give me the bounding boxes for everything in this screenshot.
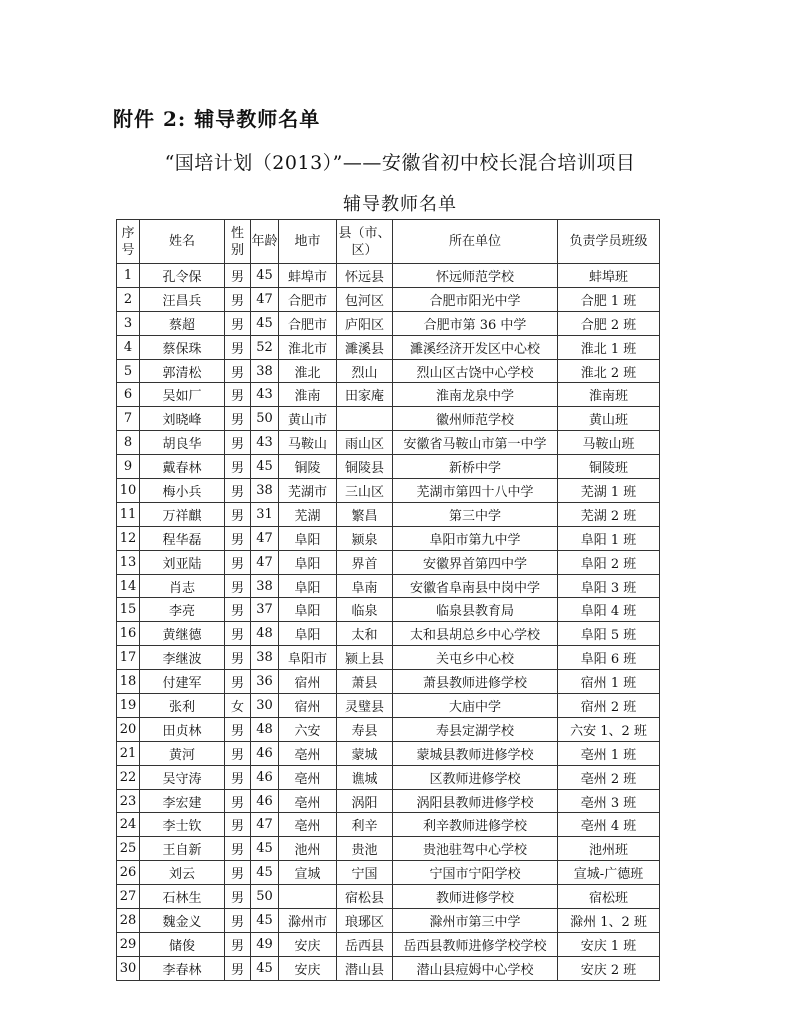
table-row (117, 502, 660, 526)
table-row (117, 574, 660, 598)
cell-class: 合肥 2 班 (558, 311, 660, 335)
table-row (117, 670, 660, 694)
cell-city: 芜湖 (279, 502, 337, 526)
cell-city: 阜阳 (279, 550, 337, 574)
table-row (117, 861, 660, 885)
cell-age: 30 (251, 694, 279, 718)
roster-body (117, 264, 660, 981)
cell-no: 3 (117, 311, 140, 335)
cell-class: 合肥 1 班 (558, 287, 660, 311)
cell-name: 付建军 (140, 670, 225, 694)
cell-sex: 男 (225, 717, 251, 741)
cell-unit: 涡阳县教师进修学校 (393, 789, 558, 813)
cell-no: 28 (117, 909, 140, 933)
cell-unit: 寿县定湖学校 (393, 717, 558, 741)
cell-unit: 临泉县教育局 (393, 598, 558, 622)
cell-city: 铜陵 (279, 455, 337, 479)
cell-city: 阜阳 (279, 598, 337, 622)
cell-name: 郭清松 (140, 359, 225, 383)
cell-no: 2 (117, 287, 140, 311)
cell-county: 岳西县 (337, 932, 393, 956)
cell-unit: 新桥中学 (393, 455, 558, 479)
cell-sex: 男 (225, 837, 251, 861)
cell-age: 45 (251, 455, 279, 479)
cell-class: 芜湖 2 班 (558, 502, 660, 526)
cell-sex: 男 (225, 287, 251, 311)
cell-class: 宿州 2 班 (558, 694, 660, 718)
cell-age: 38 (251, 479, 279, 503)
cell-county: 庐阳区 (337, 311, 393, 335)
table-row (117, 789, 660, 813)
cell-age: 50 (251, 885, 279, 909)
cell-unit: 区教师进修学校 (393, 765, 558, 789)
cell-age: 47 (251, 287, 279, 311)
cell-age: 45 (251, 311, 279, 335)
cell-county: 太和 (337, 622, 393, 646)
cell-class: 宿州 1 班 (558, 670, 660, 694)
cell-sex: 男 (225, 550, 251, 574)
cell-name: 李继波 (140, 646, 225, 670)
cell-class: 阜阳 4 班 (558, 598, 660, 622)
cell-sex: 男 (225, 359, 251, 383)
cell-sex: 男 (225, 574, 251, 598)
cell-class: 安庆 1 班 (558, 932, 660, 956)
cell-city: 亳州 (279, 741, 337, 765)
cell-age: 47 (251, 813, 279, 837)
table-row (117, 717, 660, 741)
cell-unit: 宁国市宁阳学校 (393, 861, 558, 885)
cell-name: 刘晓峰 (140, 407, 225, 431)
cell-name: 戴春林 (140, 455, 225, 479)
cell-sex: 男 (225, 861, 251, 885)
header-row (117, 220, 660, 264)
cell-no: 15 (117, 598, 140, 622)
cell-age: 46 (251, 765, 279, 789)
cell-name: 李亮 (140, 598, 225, 622)
cell-no: 22 (117, 765, 140, 789)
cell-no: 1 (117, 264, 140, 288)
table-row (117, 622, 660, 646)
table-row (117, 598, 660, 622)
cell-unit: 大庙中学 (393, 694, 558, 718)
cell-name: 储俊 (140, 932, 225, 956)
cell-no: 29 (117, 932, 140, 956)
cell-no: 20 (117, 717, 140, 741)
cell-no: 9 (117, 455, 140, 479)
cell-city: 宿州 (279, 670, 337, 694)
cell-age: 38 (251, 646, 279, 670)
cell-city: 蚌埠市 (279, 264, 337, 288)
cell-county: 烈山 (337, 359, 393, 383)
cell-city: 马鞍山 (279, 431, 337, 455)
cell-class: 宿松班 (558, 885, 660, 909)
cell-class: 芜湖 1 班 (558, 479, 660, 503)
cell-age: 46 (251, 741, 279, 765)
cell-sex: 男 (225, 264, 251, 288)
cell-no: 10 (117, 479, 140, 503)
cell-city: 淮南 (279, 383, 337, 407)
cell-sex: 男 (225, 479, 251, 503)
cell-unit: 濉溪经济开发区中心校 (393, 335, 558, 359)
cell-sex: 男 (225, 311, 251, 335)
cell-age: 46 (251, 789, 279, 813)
cell-age: 50 (251, 407, 279, 431)
cell-unit: 合肥市第 36 中学 (393, 311, 558, 335)
header-city: 地市 (279, 220, 337, 264)
cell-sex: 男 (225, 956, 251, 980)
cell-city: 合肥市 (279, 287, 337, 311)
table-row (117, 813, 660, 837)
cell-no: 7 (117, 407, 140, 431)
table-row (117, 335, 660, 359)
cell-no: 8 (117, 431, 140, 455)
cell-class: 池州班 (558, 837, 660, 861)
cell-age: 38 (251, 574, 279, 598)
cell-county: 谯城 (337, 765, 393, 789)
cell-unit: 烈山区古饶中心学校 (393, 359, 558, 383)
cell-city: 阜阳市 (279, 646, 337, 670)
cell-unit: 安徽省阜南县中岗中学 (393, 574, 558, 598)
cell-city: 亳州 (279, 765, 337, 789)
cell-class: 六安 1、2 班 (558, 717, 660, 741)
cell-name: 孔令保 (140, 264, 225, 288)
cell-unit: 潜山县痘姆中心学校 (393, 956, 558, 980)
cell-county: 铜陵县 (337, 455, 393, 479)
cell-unit: 淮南龙泉中学 (393, 383, 558, 407)
table-row (117, 646, 660, 670)
cell-age: 45 (251, 837, 279, 861)
cell-no: 5 (117, 359, 140, 383)
table-row (117, 383, 660, 407)
cell-age: 48 (251, 622, 279, 646)
cell-name: 石林生 (140, 885, 225, 909)
cell-city (279, 885, 337, 909)
header-name: 姓名 (140, 220, 225, 264)
cell-class: 阜阳 1 班 (558, 526, 660, 550)
cell-no: 25 (117, 837, 140, 861)
cell-class: 亳州 1 班 (558, 741, 660, 765)
header-sex: 性别 (225, 220, 251, 264)
table-row (117, 837, 660, 861)
cell-unit: 教师进修学校 (393, 885, 558, 909)
cell-name: 胡良华 (140, 431, 225, 455)
cell-county: 颍上县 (337, 646, 393, 670)
cell-unit: 阜阳市第九中学 (393, 526, 558, 550)
table-row (117, 741, 660, 765)
table-row (117, 407, 660, 431)
cell-no: 6 (117, 383, 140, 407)
table-row (117, 909, 660, 933)
cell-county (337, 407, 393, 431)
cell-county: 利辛 (337, 813, 393, 837)
cell-sex: 女 (225, 694, 251, 718)
table-row (117, 479, 660, 503)
cell-city: 池州 (279, 837, 337, 861)
cell-sex: 男 (225, 335, 251, 359)
cell-no: 21 (117, 741, 140, 765)
cell-class: 亳州 3 班 (558, 789, 660, 813)
table-row (117, 359, 660, 383)
cell-name: 蔡超 (140, 311, 225, 335)
cell-unit: 蒙城县教师进修学校 (393, 741, 558, 765)
cell-age: 49 (251, 932, 279, 956)
cell-age: 48 (251, 717, 279, 741)
cell-name: 梅小兵 (140, 479, 225, 503)
cell-name: 魏金义 (140, 909, 225, 933)
cell-age: 52 (251, 335, 279, 359)
cell-county: 潜山县 (337, 956, 393, 980)
cell-class: 亳州 2 班 (558, 765, 660, 789)
header-no: 序号 (117, 220, 140, 264)
cell-class: 阜阳 5 班 (558, 622, 660, 646)
cell-unit: 第三中学 (393, 502, 558, 526)
cell-county: 阜南 (337, 574, 393, 598)
cell-city: 芜湖市 (279, 479, 337, 503)
cell-unit: 滁州市第三中学 (393, 909, 558, 933)
cell-sex: 男 (225, 813, 251, 837)
cell-name: 黄继德 (140, 622, 225, 646)
attachment-title: 附件 2: 辅导教师名单 (113, 107, 321, 131)
cell-city: 黄山市 (279, 407, 337, 431)
cell-sex: 男 (225, 670, 251, 694)
cell-unit: 合肥市阳光中学 (393, 287, 558, 311)
cell-name: 吴如厂 (140, 383, 225, 407)
cell-name: 李春林 (140, 956, 225, 980)
cell-sex: 男 (225, 598, 251, 622)
cell-city: 阜阳 (279, 574, 337, 598)
table-row (117, 932, 660, 956)
cell-city: 淮北 (279, 359, 337, 383)
cell-city: 六安 (279, 717, 337, 741)
cell-county: 宁国 (337, 861, 393, 885)
cell-unit: 安徽界首第四中学 (393, 550, 558, 574)
cell-unit: 太和县胡总乡中心学校 (393, 622, 558, 646)
cell-no: 13 (117, 550, 140, 574)
cell-no: 14 (117, 574, 140, 598)
cell-county: 三山区 (337, 479, 393, 503)
cell-no: 23 (117, 789, 140, 813)
cell-name: 李士钦 (140, 813, 225, 837)
cell-county: 临泉 (337, 598, 393, 622)
cell-city: 宿州 (279, 694, 337, 718)
cell-class: 安庆 2 班 (558, 956, 660, 980)
cell-sex: 男 (225, 741, 251, 765)
table-row (117, 550, 660, 574)
cell-county: 寿县 (337, 717, 393, 741)
header-county: 县（市、区） (337, 220, 393, 264)
cell-county: 涡阳 (337, 789, 393, 813)
cell-name: 肖志 (140, 574, 225, 598)
cell-class: 淮北 2 班 (558, 359, 660, 383)
cell-city: 安庆 (279, 956, 337, 980)
cell-name: 程华磊 (140, 526, 225, 550)
cell-sex: 男 (225, 885, 251, 909)
cell-class: 亳州 4 班 (558, 813, 660, 837)
cell-class: 阜阳 6 班 (558, 646, 660, 670)
cell-class: 蚌埠班 (558, 264, 660, 288)
cell-sex: 男 (225, 789, 251, 813)
table-row (117, 956, 660, 980)
table-row (117, 431, 660, 455)
cell-sex: 男 (225, 765, 251, 789)
cell-age: 43 (251, 383, 279, 407)
table-row (117, 885, 660, 909)
table-row (117, 264, 660, 288)
cell-class: 阜阳 2 班 (558, 550, 660, 574)
cell-class: 淮南班 (558, 383, 660, 407)
cell-sex: 男 (225, 526, 251, 550)
cell-no: 24 (117, 813, 140, 837)
cell-sex: 男 (225, 407, 251, 431)
cell-name: 万祥麒 (140, 502, 225, 526)
cell-county: 灵璧县 (337, 694, 393, 718)
cell-county: 宿松县 (337, 885, 393, 909)
cell-sex: 男 (225, 932, 251, 956)
cell-sex: 男 (225, 646, 251, 670)
cell-name: 蔡保珠 (140, 335, 225, 359)
cell-unit: 萧县教师进修学校 (393, 670, 558, 694)
cell-age: 45 (251, 264, 279, 288)
cell-no: 27 (117, 885, 140, 909)
cell-age: 47 (251, 526, 279, 550)
cell-county: 怀远县 (337, 264, 393, 288)
table-row (117, 455, 660, 479)
cell-county: 包河区 (337, 287, 393, 311)
cell-age: 43 (251, 431, 279, 455)
cell-city: 阜阳 (279, 526, 337, 550)
cell-age: 31 (251, 502, 279, 526)
cell-age: 36 (251, 670, 279, 694)
cell-city: 淮北市 (279, 335, 337, 359)
cell-unit: 安徽省马鞍山市第一中学 (393, 431, 558, 455)
cell-county: 贵池 (337, 837, 393, 861)
cell-city: 亳州 (279, 813, 337, 837)
header-class: 负责学员班级 (558, 220, 660, 264)
header-age: 年龄 (251, 220, 279, 264)
cell-age: 45 (251, 861, 279, 885)
cell-county: 蒙城 (337, 741, 393, 765)
cell-county: 颍泉 (337, 526, 393, 550)
cell-unit: 利辛教师进修学校 (393, 813, 558, 837)
cell-name: 王自新 (140, 837, 225, 861)
cell-age: 45 (251, 909, 279, 933)
cell-unit: 芜湖市第四十八中学 (393, 479, 558, 503)
cell-no: 16 (117, 622, 140, 646)
cell-county: 繁昌 (337, 502, 393, 526)
cell-city: 宣城 (279, 861, 337, 885)
cell-no: 26 (117, 861, 140, 885)
list-title: 辅导教师名单 (343, 194, 457, 215)
cell-no: 30 (117, 956, 140, 980)
cell-name: 刘亚陆 (140, 550, 225, 574)
table-row (117, 526, 660, 550)
table-row (117, 694, 660, 718)
cell-age: 45 (251, 956, 279, 980)
cell-city: 安庆 (279, 932, 337, 956)
cell-name: 张利 (140, 694, 225, 718)
cell-unit: 关屯乡中心校 (393, 646, 558, 670)
cell-class: 马鞍山班 (558, 431, 660, 455)
cell-unit: 贵池驻驾中心学校 (393, 837, 558, 861)
cell-county: 萧县 (337, 670, 393, 694)
cell-no: 12 (117, 526, 140, 550)
cell-class: 滁州 1、2 班 (558, 909, 660, 933)
table-row (117, 765, 660, 789)
cell-city: 滁州市 (279, 909, 337, 933)
cell-city: 亳州 (279, 789, 337, 813)
cell-county: 界首 (337, 550, 393, 574)
cell-name: 田贞林 (140, 717, 225, 741)
cell-no: 19 (117, 694, 140, 718)
cell-age: 37 (251, 598, 279, 622)
cell-name: 吴守涛 (140, 765, 225, 789)
cell-city: 合肥市 (279, 311, 337, 335)
cell-no: 4 (117, 335, 140, 359)
cell-county: 雨山区 (337, 431, 393, 455)
header-unit: 所在单位 (393, 220, 558, 264)
cell-unit: 怀远师范学校 (393, 264, 558, 288)
cell-county: 田家庵 (337, 383, 393, 407)
cell-age: 47 (251, 550, 279, 574)
cell-class: 阜阳 3 班 (558, 574, 660, 598)
cell-city: 阜阳 (279, 622, 337, 646)
table-row (117, 287, 660, 311)
cell-class: 铜陵班 (558, 455, 660, 479)
cell-sex: 男 (225, 431, 251, 455)
table-row (117, 311, 660, 335)
cell-no: 18 (117, 670, 140, 694)
cell-class: 黄山班 (558, 407, 660, 431)
cell-name: 李宏建 (140, 789, 225, 813)
cell-name: 刘云 (140, 861, 225, 885)
cell-sex: 男 (225, 622, 251, 646)
cell-county: 濉溪县 (337, 335, 393, 359)
teacher-roster-table (116, 219, 660, 981)
project-title: “国培计划（2013）”——安徽省初中校长混合培训项目 (164, 152, 636, 174)
cell-sex: 男 (225, 455, 251, 479)
cell-sex: 男 (225, 383, 251, 407)
cell-age: 38 (251, 359, 279, 383)
cell-sex: 男 (225, 502, 251, 526)
cell-class: 宣城-广德班 (558, 861, 660, 885)
cell-sex: 男 (225, 909, 251, 933)
cell-no: 11 (117, 502, 140, 526)
cell-class: 淮北 1 班 (558, 335, 660, 359)
cell-name: 汪昌兵 (140, 287, 225, 311)
cell-name: 黄河 (140, 741, 225, 765)
cell-no: 17 (117, 646, 140, 670)
cell-county: 琅琊区 (337, 909, 393, 933)
cell-unit: 徽州师范学校 (393, 407, 558, 431)
cell-unit: 岳西县教师进修学校学校 (393, 932, 558, 956)
